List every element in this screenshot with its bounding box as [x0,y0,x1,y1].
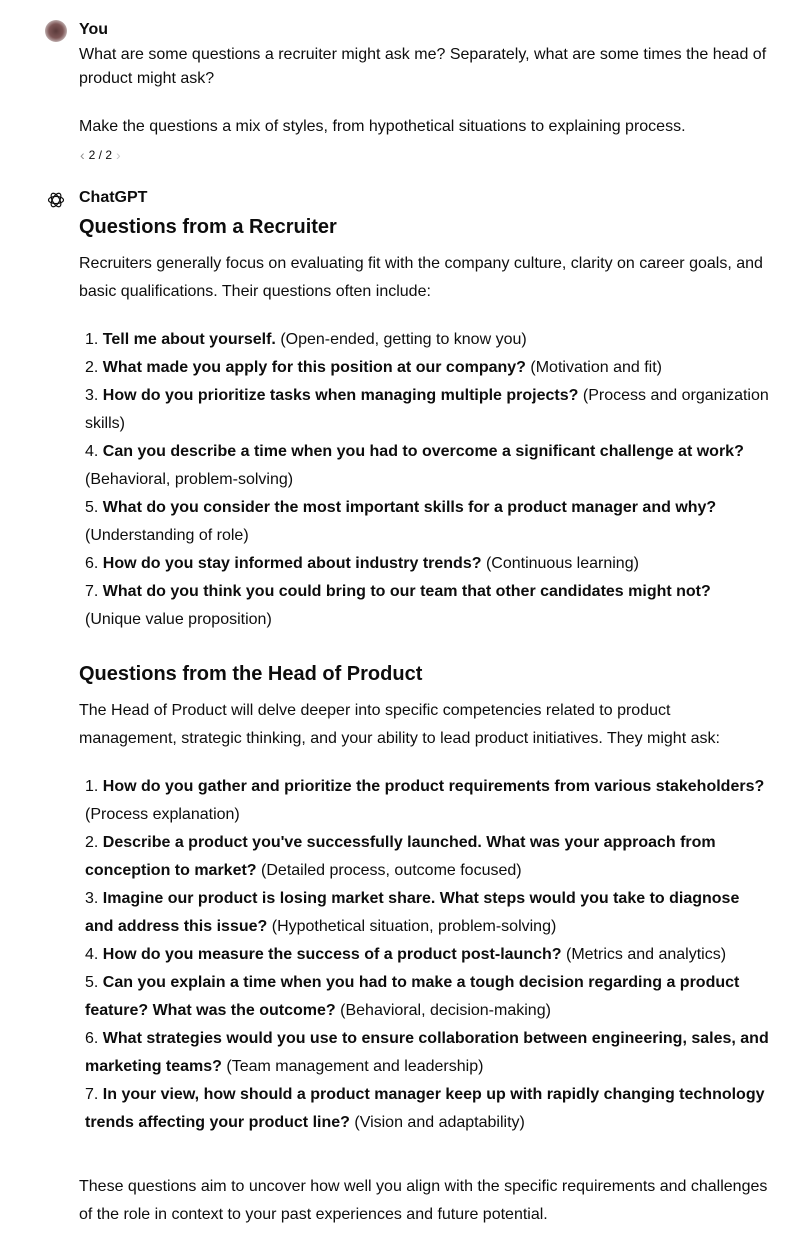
user-message-paragraph: What are some questions a recruiter might ask me? Separately, what are some times the head of product might ask? [79,46,767,87]
item-note: (Behavioral, decision-making) [340,1002,551,1019]
list-item [85,354,769,382]
item-note: (Continuous learning) [485,555,639,572]
item-number: 6. [85,555,99,572]
list-item [85,885,769,941]
item-number: 5. [85,974,99,991]
item-question: Tell me about yourself. [102,331,276,348]
response-pager [80,147,121,163]
item-question: In your view, how should a product manager keep up with rapidly changing technology trends affecting your product line? [85,1086,765,1131]
list-item [85,773,769,829]
list-item [85,1081,769,1137]
item-number: 2. [85,359,99,376]
list-item [85,494,769,550]
item-number: 3. [85,387,99,404]
item-question: Can you explain a time when you had to make a tough decision regarding a product feature? What was the outcome? [85,974,740,1019]
assistant-name: ChatGPT [79,189,148,206]
chevron-left-icon[interactable]: ‹ [80,147,85,163]
item-note: (Process and organization skills) [85,387,769,432]
item-question: What made you apply for this position at our company? [102,359,526,376]
item-note: (Behavioral, problem-solving) [85,471,294,488]
item-question: Imagine our product is losing market share. What steps would you take to diagnose and address this issue? [85,890,740,935]
item-number: 2. [85,834,99,851]
assistant-response [79,214,769,1229]
item-number: 1. [85,331,99,348]
item-note: (Detailed process, outcome focused) [261,862,522,879]
item-number: 7. [85,583,99,600]
user-name: You [79,21,109,38]
item-question: What do you think you could bring to our team that other candidates might not? [102,583,711,600]
list-item [85,969,769,1025]
item-question: How do you measure the success of a product post-launch? [102,946,562,963]
item-question: Can you describe a time when you had to overcome a significant challenge at work? [102,443,744,460]
list-item [85,1025,769,1081]
item-note: (Process explanation) [85,806,240,823]
item-question: What strategies would you use to ensure collaboration between engineering, sales, and marketing teams? [85,1030,769,1075]
user-message-paragraph: Make the questions a mix of styles, from hypothetical situations to explaining process. [79,118,686,135]
item-note: (Motivation and fit) [530,359,662,376]
item-number: 6. [85,1030,99,1047]
item-question: Describe a product you've successfully launched. What was your approach from conception to market? [85,834,716,879]
item-number: 4. [85,443,99,460]
list-item [85,326,769,354]
section-intro-recruiter: Recruiters generally focus on evaluating fit with the company culture, clarity on career goals, and basic qualifications. Their questions often include: [79,255,763,300]
list-item [85,550,769,578]
item-note: (Team management and leadership) [226,1058,484,1075]
section-heading-recruiter: Questions from a Recruiter [79,216,337,238]
head-of-product-question-list [79,773,769,1137]
list-item [85,941,769,969]
list-item [85,578,769,634]
closing-paragraph: These questions aim to uncover how well you align with the specific requirements and challenges of the role in context to your past experiences and future potential. [79,1178,768,1223]
user-avatar [45,20,67,42]
item-number: 3. [85,890,99,907]
pager-count: 2 / 2 [88,148,113,162]
item-note: (Hypothetical situation, problem-solving) [271,918,557,935]
item-number: 5. [85,499,99,516]
user-message [79,43,769,139]
item-question: How do you stay informed about industry trends? [102,555,482,572]
item-note: (Metrics and analytics) [566,946,727,963]
item-note: (Unique value proposition) [85,611,272,628]
chatgpt-logo-icon [46,190,66,210]
list-item [85,829,769,885]
item-note: (Open-ended, getting to know you) [280,331,527,348]
list-item [85,438,769,494]
section-intro-head-of-product: The Head of Product will delve deeper into specific competencies related to product management, strategic thinking, and your ability to lead product initiatives. They might ask: [79,702,720,747]
item-question: What do you consider the most important skills for a product manager and why? [102,499,717,516]
list-item [85,382,769,438]
chevron-right-icon[interactable]: › [116,147,121,163]
item-note: (Understanding of role) [85,527,249,544]
item-number: 1. [85,778,99,795]
recruiter-question-list [79,326,769,634]
item-number: 4. [85,946,99,963]
item-number: 7. [85,1086,99,1103]
section-heading-head-of-product: Questions from the Head of Product [79,663,423,685]
item-question: How do you gather and prioritize the product requirements from various stakeholders? [102,778,765,795]
item-note: (Vision and adaptability) [354,1114,525,1131]
item-question: How do you prioritize tasks when managing multiple projects? [102,387,579,404]
